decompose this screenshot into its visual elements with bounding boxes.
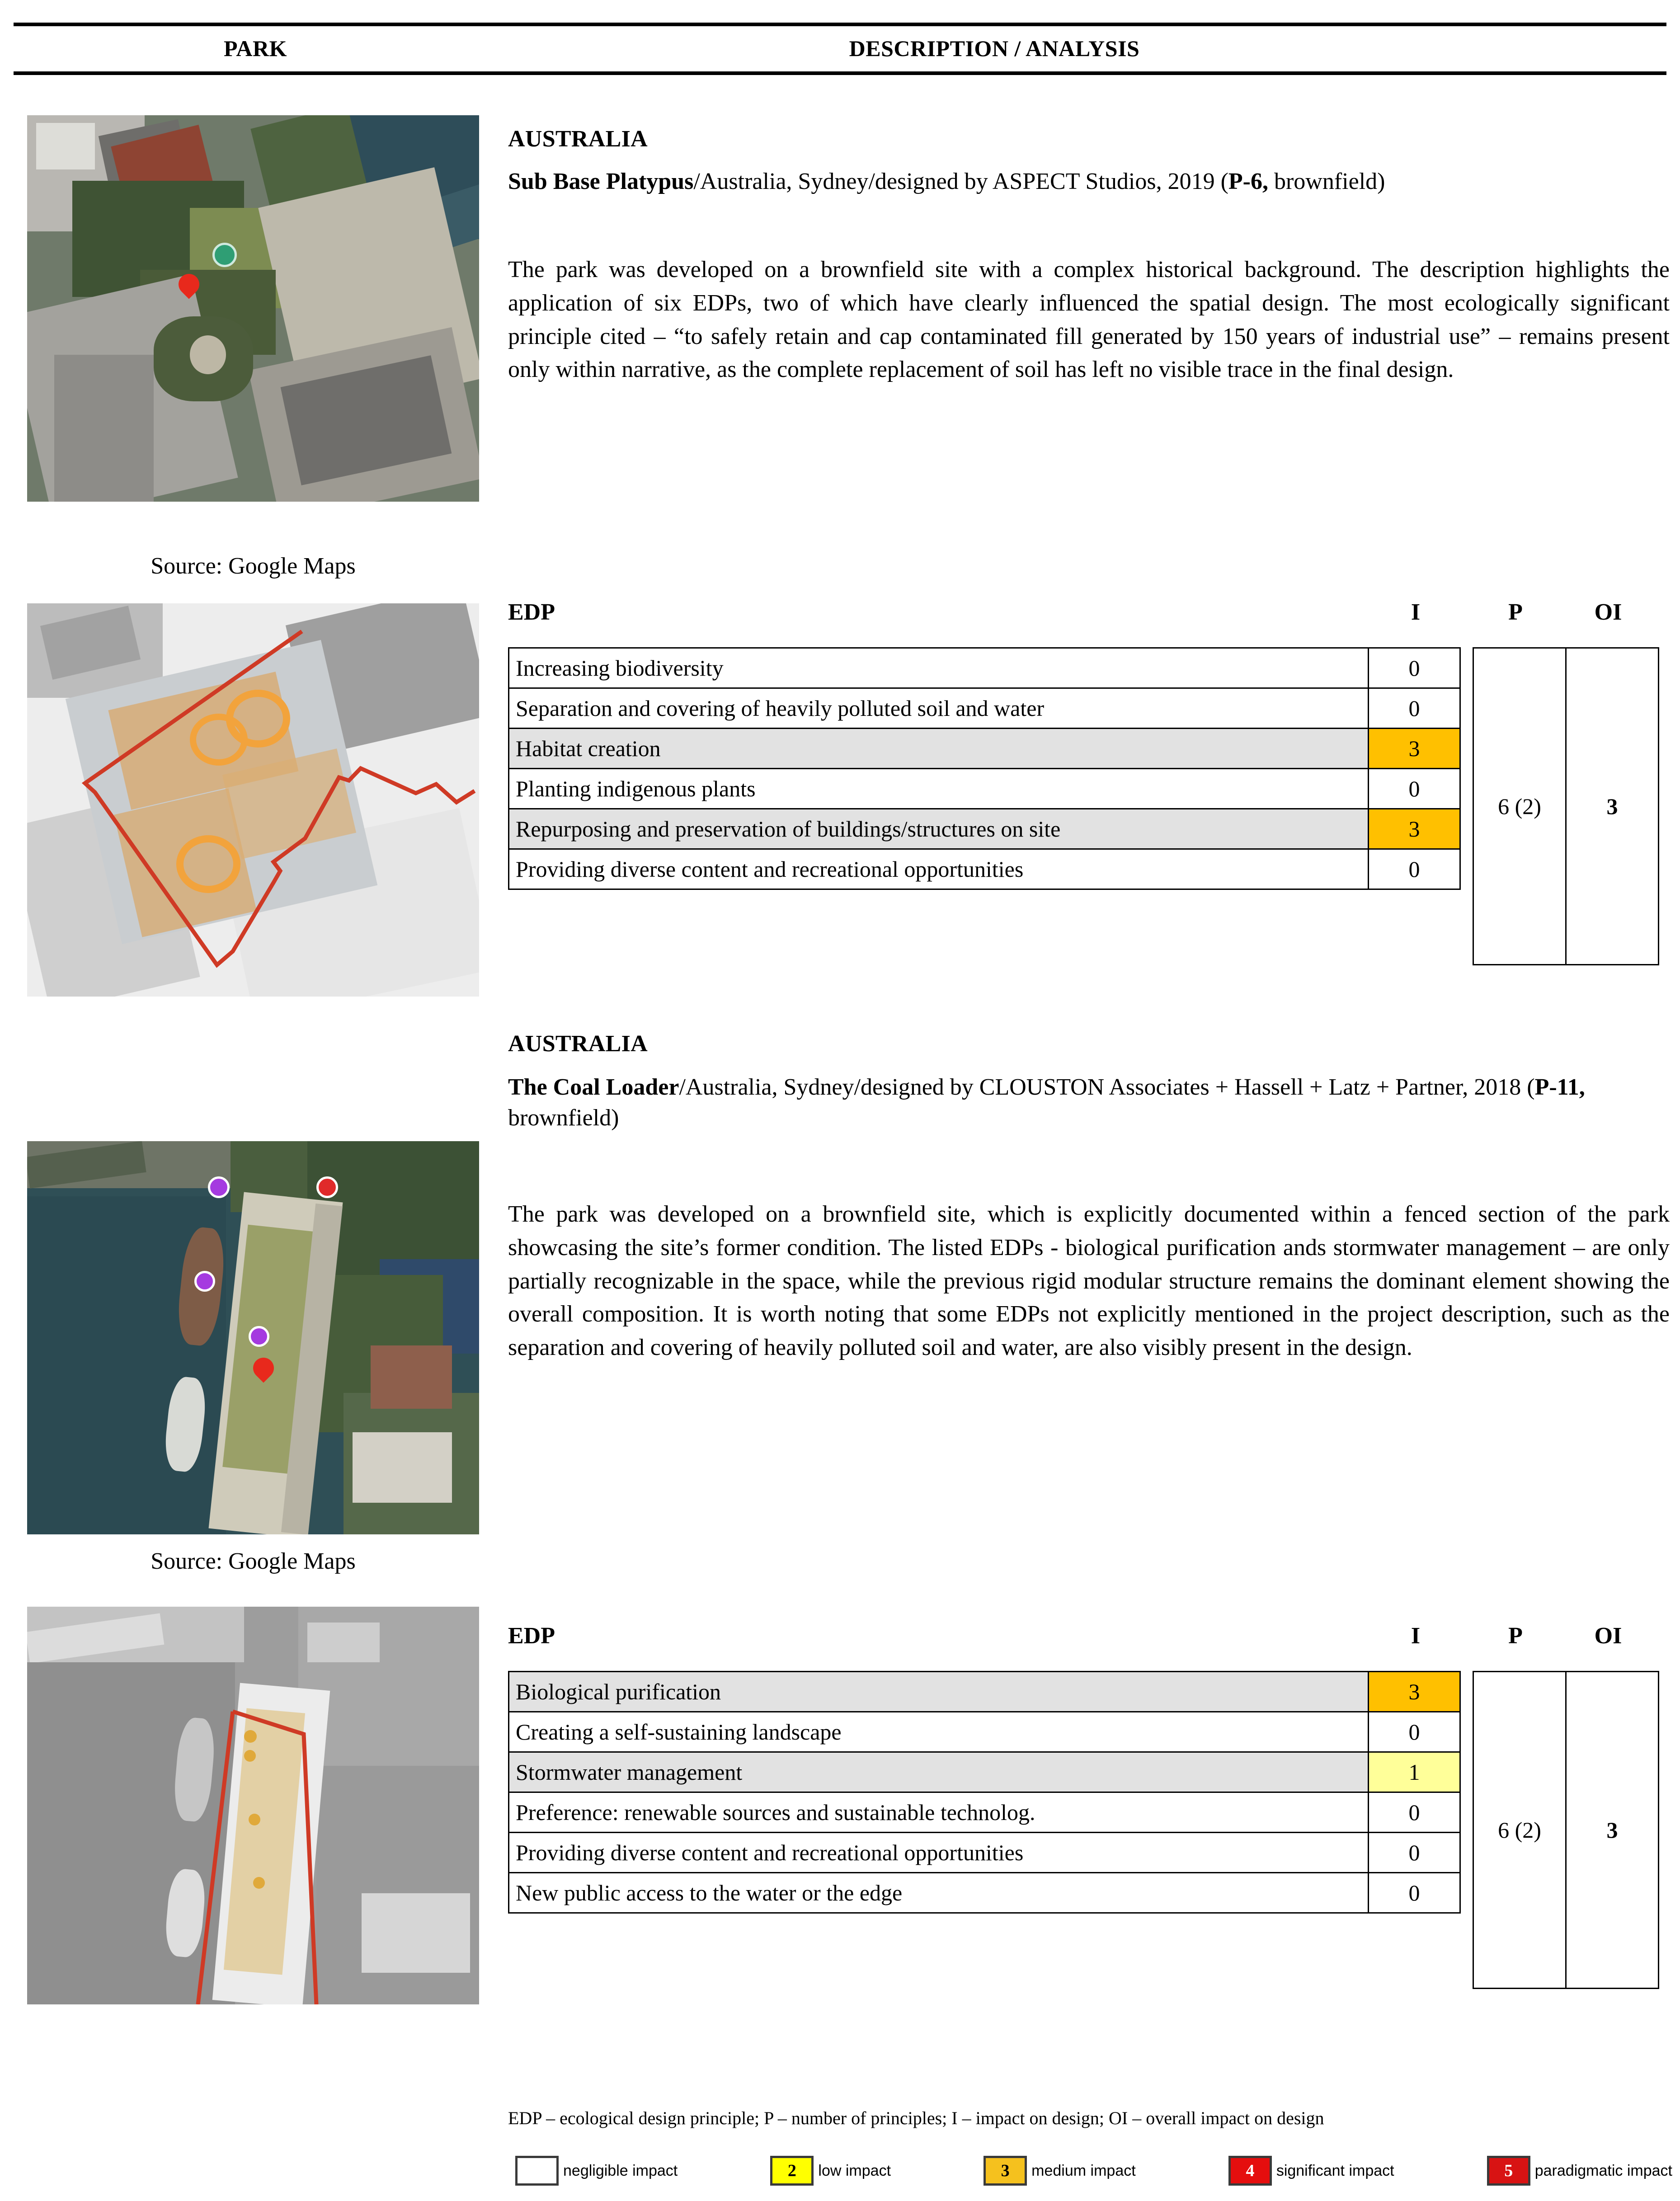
po-table-2-wrap (1473, 1671, 1659, 1989)
table-row (509, 769, 1460, 809)
table2-col-oi: OI (1594, 1623, 1622, 1649)
table-row (509, 1672, 1460, 1712)
entry-meta-end-1: brownfield) (1268, 169, 1385, 194)
po-table-1 (1473, 647, 1659, 965)
entry-meta-2: /Australia, Sydney/designed by CLOUSTON Associates + Hassell + Latz + Partner, 2018 ( (679, 1074, 1535, 1100)
edp-name-cell: Planting indigenous plants (509, 769, 1369, 809)
table1-col-edp: EDP (508, 599, 555, 625)
impact-value-cell: 3 (1369, 729, 1460, 769)
entry-title-2: The Coal Loader (508, 1074, 679, 1100)
impact-value-cell: 3 (1369, 1672, 1460, 1712)
table-row (509, 1752, 1460, 1792)
entry-meta-end-2: brownfield) (508, 1105, 619, 1131)
legend-swatch: 3 (984, 2156, 1027, 2186)
entry-subtitle-2 (508, 1072, 1670, 1133)
legend-swatch: 5 (1487, 2156, 1530, 2186)
legend-item (1228, 2156, 1394, 2186)
table2-oi-value: 3 (1566, 1672, 1659, 1989)
table1-col-oi: OI (1594, 599, 1622, 625)
edp-table-1-wrap (508, 647, 1461, 890)
entry-paragraph-1: The park was developed on a brownfield site with a complex historical background. The description highlights the application of six EDPs, two of which have clearly influenced the spatial design. The most ecologically significant principle cited – “to safely retain and cap contaminated fill generated by 150 years of industrial use” – remains present only within narrative, as the complete replacement of soil has left no visible trace in the final design. (508, 257, 1670, 383)
edp-name-cell: Stormwater management (509, 1752, 1369, 1792)
impact-value-cell: 3 (1369, 809, 1460, 849)
edp-name-cell: Providing diverse content and recreational opportunities (509, 849, 1369, 889)
impact-value-cell: 0 (1369, 769, 1460, 809)
po-table-2 (1473, 1671, 1659, 1989)
table1-col-i: I (1411, 599, 1421, 625)
aerial-photo-sub-base-platypus (27, 115, 479, 502)
column-header-park: PARK (224, 36, 287, 61)
edp-name-cell: Habitat creation (509, 729, 1369, 769)
edp-name-cell: Creating a self-sustaining landscape (509, 1712, 1369, 1752)
entry-country-2: AUSTRALIA (508, 1031, 648, 1057)
entry-code-2: P-11, (1534, 1074, 1585, 1100)
table-row (509, 688, 1460, 729)
impact-value-cell: 0 (1369, 1873, 1460, 1913)
legend-swatch: 4 (1228, 2156, 1272, 2186)
aerial-photo-coal-loader (27, 1141, 479, 1534)
edp-name-cell: Providing diverse content and recreational opportunities (509, 1833, 1369, 1873)
impact-value-cell: 0 (1369, 1792, 1460, 1833)
legend-label: low impact (818, 2162, 891, 2179)
photo-caption-2: Source: Google Maps (151, 1548, 356, 1574)
edp-name-cell: Preference: renewable sources and sustainable technolog. (509, 1792, 1369, 1833)
legend-swatch: 2 (770, 2156, 814, 2186)
table-row (509, 1792, 1460, 1833)
table2-col-i: I (1411, 1623, 1421, 1649)
entry-code-1: P-6, (1228, 169, 1268, 194)
table-row (509, 1712, 1460, 1752)
table-row (509, 729, 1460, 769)
legend-label: medium impact (1031, 2162, 1136, 2179)
impact-value-cell: 1 (1369, 1752, 1460, 1792)
header-rule-top (14, 23, 1666, 26)
legend-item (515, 2156, 678, 2186)
legend-label: significant impact (1276, 2162, 1394, 2179)
edp-name-cell: Separation and covering of heavily polluted soil and water (509, 688, 1369, 729)
edp-name-cell: Increasing biodiversity (509, 648, 1369, 688)
edp-table-2 (508, 1671, 1461, 1914)
table2-col-edp: EDP (508, 1623, 555, 1649)
legend-label: paradigmatic impact (1534, 2162, 1672, 2179)
table-row (509, 809, 1460, 849)
edp-table-1 (508, 647, 1461, 890)
column-header-description: DESCRIPTION / ANALYSIS (849, 36, 1140, 61)
impact-value-cell: 0 (1369, 1833, 1460, 1873)
edp-name-cell: Repurposing and preservation of buildings/structures on site (509, 809, 1369, 849)
table1-oi-value: 3 (1566, 648, 1659, 965)
entry-country-1: AUSTRALIA (508, 126, 648, 152)
table1-p-value: 6 (2) (1473, 648, 1566, 965)
edp-table-2-wrap (508, 1671, 1461, 1914)
edp-name-cell: New public access to the water or the edge (509, 1873, 1369, 1913)
impact-value-cell: 0 (1369, 648, 1460, 688)
impact-value-cell: 0 (1369, 849, 1460, 889)
legend-label: negligible impact (563, 2162, 678, 2179)
legend-item (1487, 2156, 1672, 2186)
table2-col-p: P (1508, 1623, 1523, 1649)
po-table-1-wrap (1473, 647, 1659, 965)
table-row (509, 1873, 1460, 1913)
site-boundary-outline (27, 603, 479, 997)
impact-value-cell: 0 (1369, 688, 1460, 729)
entry-subtitle-1 (508, 166, 1670, 197)
legend-swatch (515, 2156, 559, 2186)
legend-item (770, 2156, 891, 2186)
impact-value-cell: 0 (1369, 1712, 1460, 1752)
entry-paragraph-2: The park was developed on a brownfield site, which is explicitly documented within a fenced section of the park showcasing the site’s former condition. The listed EDPs - biological purification ands stormwater management – are only partially recognizable in the space, while the previous rigid modular structure remains the dominant element showing the overall composition. It is worth noting that some EDPs not explicitly mentioned in the project description, such as the separation and covering of heavily polluted soil and water, are also visibly present in the design. (508, 1201, 1670, 1361)
table-row (509, 849, 1460, 889)
header-rule-bottom (14, 71, 1666, 75)
entry-title-1: Sub Base Platypus (508, 169, 694, 194)
table-row (509, 1833, 1460, 1873)
edp-name-cell: Biological purification (509, 1672, 1369, 1712)
legend-item (984, 2156, 1136, 2186)
entry-meta-1: /Australia, Sydney/designed by ASPECT Studios, 2019 ( (693, 169, 1228, 194)
site-boundary-outline (27, 1607, 479, 2004)
site-plan-coal-loader (27, 1607, 479, 2004)
table2-p-value: 6 (2) (1473, 1672, 1566, 1989)
table-row (509, 648, 1460, 688)
photo-caption-1: Source: Google Maps (151, 553, 356, 579)
impact-legend (515, 2156, 1672, 2186)
footer-abbreviations: EDP – ecological design principle; P – number of principles; I – impact on design; OI – overall impact on design (508, 2108, 1324, 2128)
site-plan-sub-base-platypus (27, 603, 479, 997)
table1-col-p: P (1508, 599, 1523, 625)
